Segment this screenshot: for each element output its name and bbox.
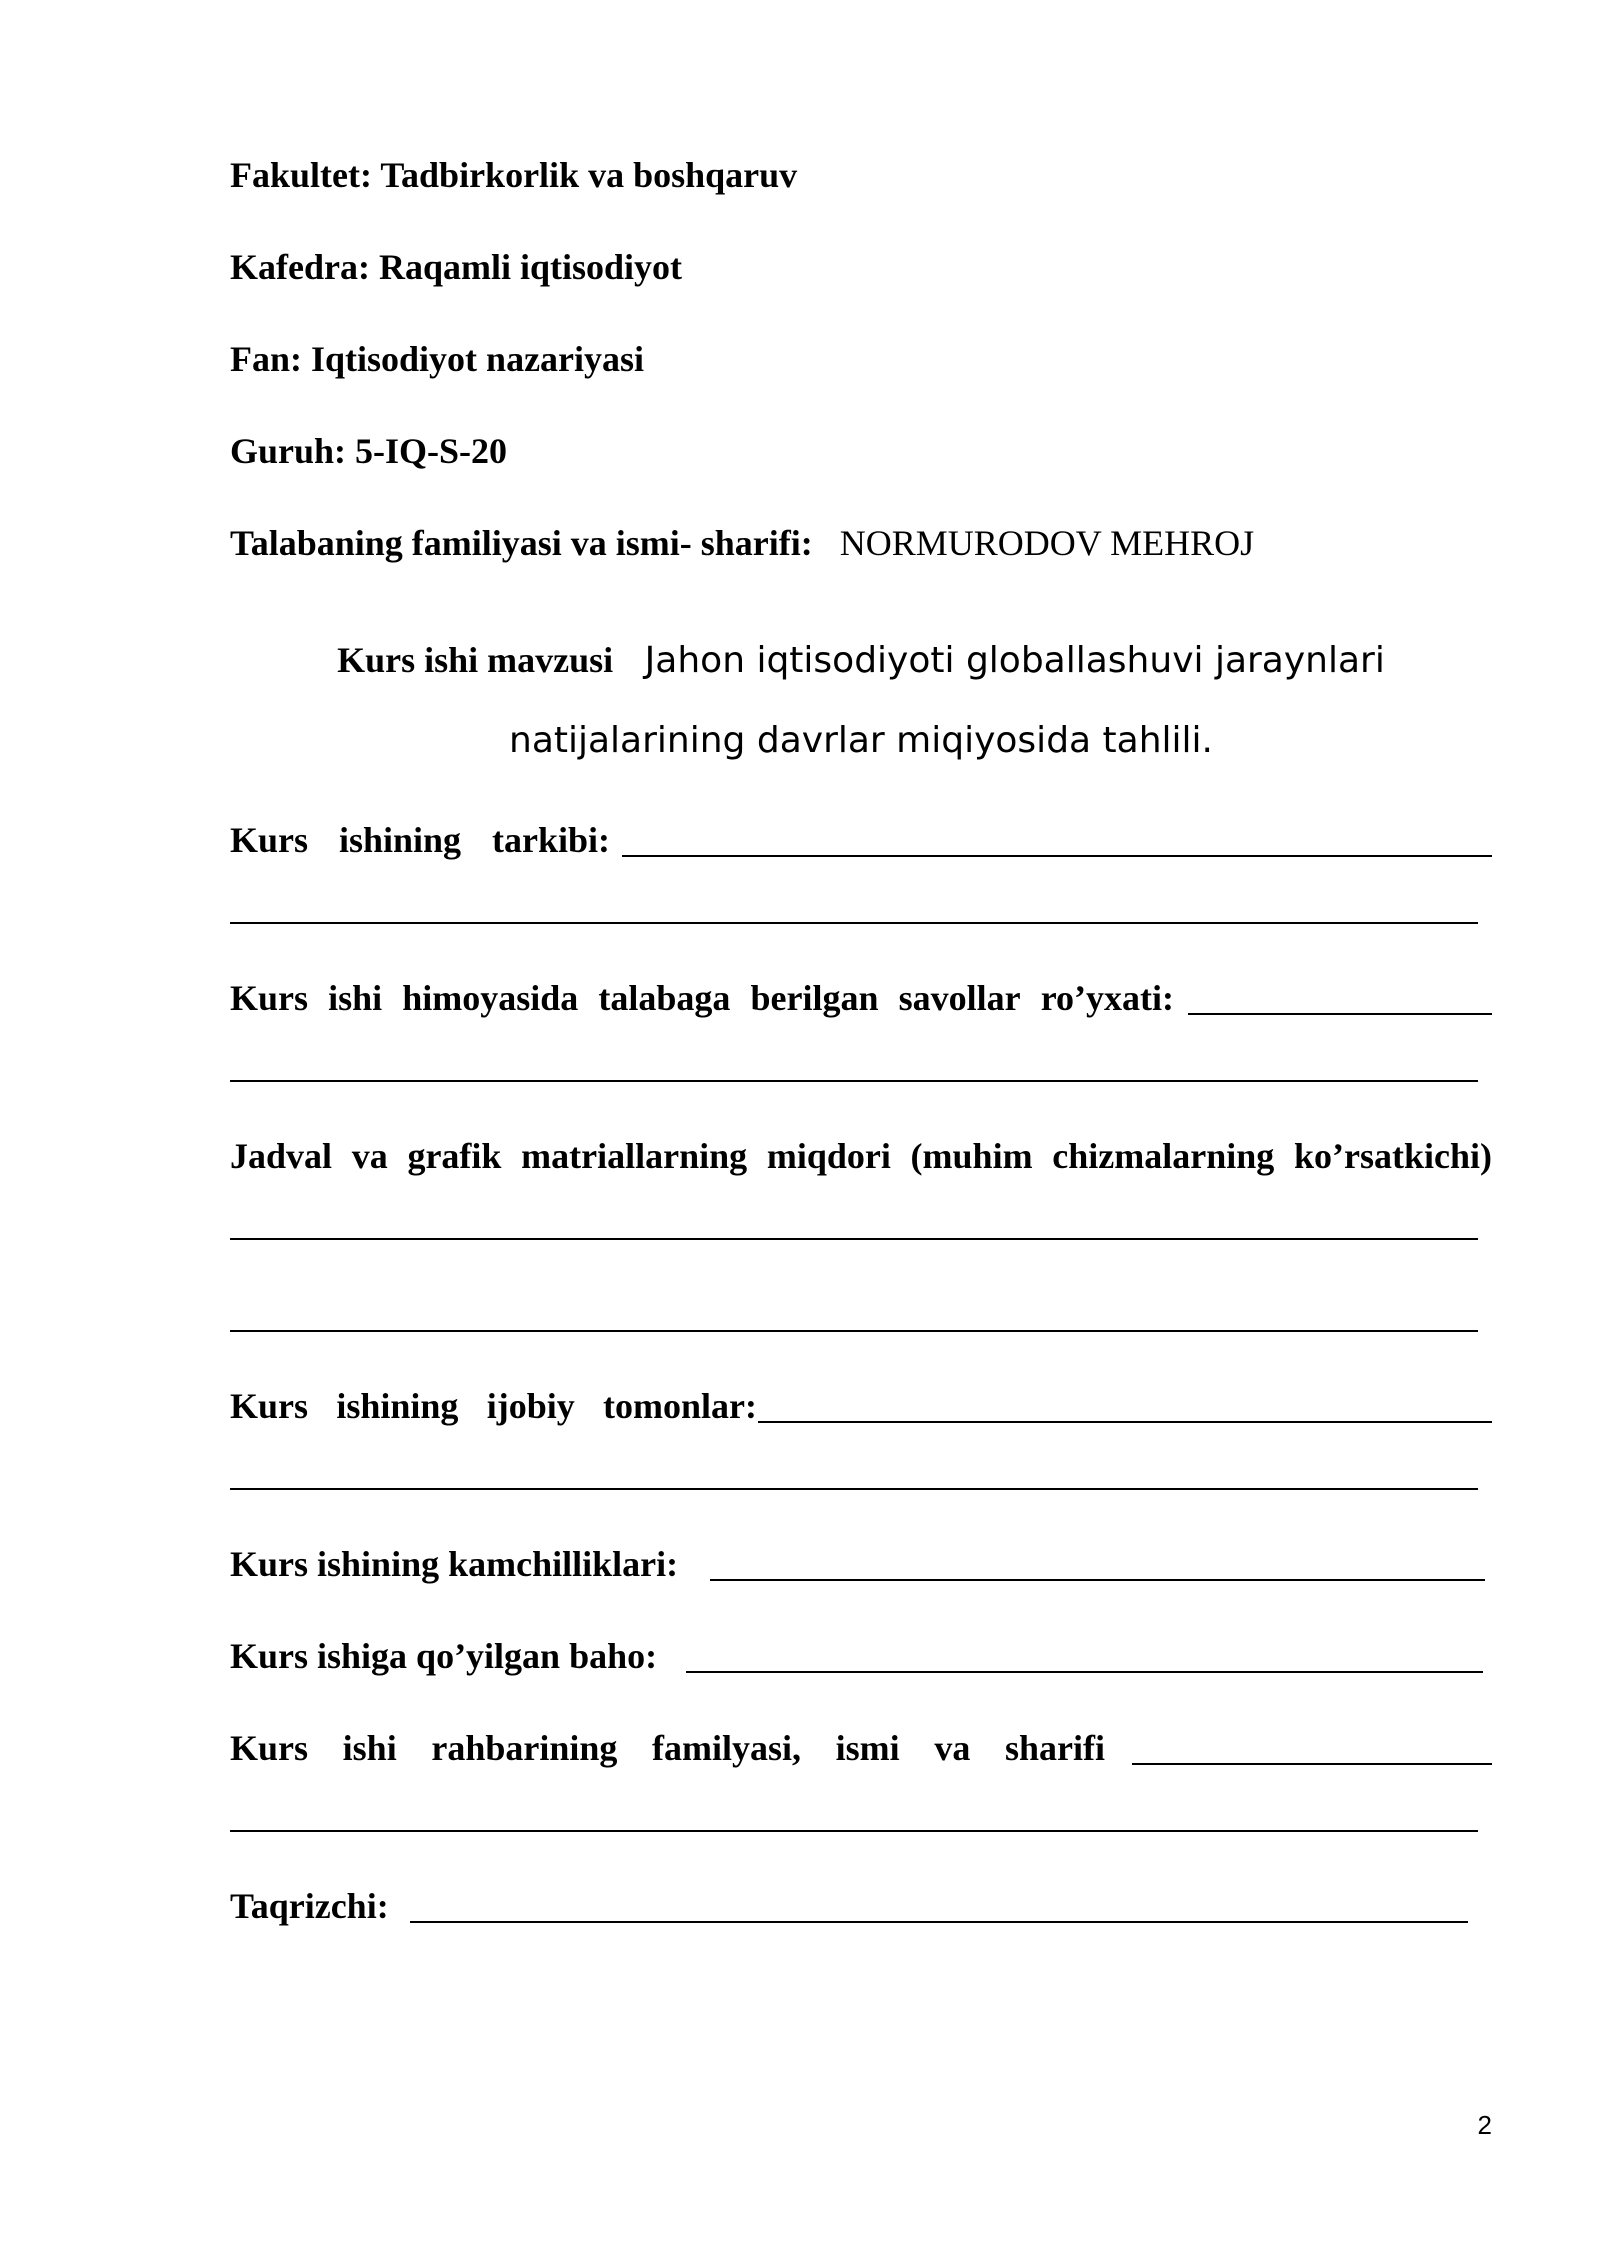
tarkibi-blank[interactable] xyxy=(622,855,1492,857)
tarkibi-label xyxy=(230,822,610,858)
savollar-label xyxy=(230,980,1174,1016)
word: Jadval xyxy=(230,1136,333,1176)
jadval-blank[interactable] xyxy=(230,1238,1478,1240)
word: savollar xyxy=(898,978,1021,1018)
word: familyasi, xyxy=(652,1728,802,1768)
tarkibi-blank-2[interactable] xyxy=(230,922,1478,924)
word: talabaga xyxy=(598,978,731,1018)
rahbar-blank[interactable] xyxy=(1132,1763,1492,1765)
ijobiy-blank-2[interactable] xyxy=(230,1488,1478,1490)
jadval-blank-2[interactable] xyxy=(230,1330,1478,1332)
course-topic-value-line-2: natijalarining davrlar miqiyosida tahlili. xyxy=(509,720,1213,761)
student-name: NORMURODOV MEHROJ xyxy=(839,523,1255,563)
word: berilgan xyxy=(750,978,879,1018)
rahbar-blank-2[interactable] xyxy=(230,1830,1478,1832)
student-label: Talabaning familiyasi va ismi- sharifi: xyxy=(230,523,813,563)
word: ko’rsatkichi) xyxy=(1293,1136,1492,1176)
baho-blank[interactable] xyxy=(686,1671,1483,1673)
savollar-blank-2[interactable] xyxy=(230,1080,1478,1082)
word: chizmalarning xyxy=(1052,1136,1275,1176)
jadval-label xyxy=(230,1138,1492,1174)
kamchilliklari-label: Kurs ishining kamchilliklari: xyxy=(230,1544,679,1584)
word: va xyxy=(351,1136,388,1176)
word: Kurs xyxy=(230,1728,309,1768)
word: ishining xyxy=(338,820,462,860)
fakultet-line: Fakultet: Tadbirkorlik va boshqaruv xyxy=(230,155,798,195)
baho-label: Kurs ishiga qo’yilgan baho: xyxy=(230,1636,658,1676)
page-number: 2 xyxy=(1477,2110,1492,2140)
word: ijobiy xyxy=(486,1386,575,1426)
word: rahbarining xyxy=(431,1728,618,1768)
word: ishi xyxy=(342,1728,397,1768)
word: grafik xyxy=(407,1136,502,1176)
rahbar-label xyxy=(230,1730,1105,1766)
course-topic-label: Kurs ishi mavzusi xyxy=(337,640,614,680)
taqrizchi-label: Taqrizchi: xyxy=(230,1886,389,1926)
word: matriallarning xyxy=(521,1136,748,1176)
course-topic xyxy=(230,620,1492,781)
word: Kurs xyxy=(230,820,309,860)
word: (muhim xyxy=(910,1136,1033,1176)
word: miqdori xyxy=(766,1136,891,1176)
word: sharifi xyxy=(1004,1728,1105,1768)
guruh-line: Guruh: 5-IQ-S-20 xyxy=(230,431,508,471)
word: Kurs xyxy=(230,978,309,1018)
word: tarkibi: xyxy=(491,820,610,860)
taqrizchi-blank[interactable] xyxy=(410,1921,1468,1923)
kafedra-line: Kafedra: Raqamli iqtisodiyot xyxy=(230,247,683,287)
ijobiy-blank[interactable] xyxy=(758,1421,1492,1423)
course-topic-line-1 xyxy=(230,620,1492,701)
word: ishining xyxy=(336,1386,459,1426)
student-line xyxy=(230,525,1254,561)
word: ro’yxati: xyxy=(1040,978,1174,1018)
kamchilliklari-blank[interactable] xyxy=(710,1579,1485,1581)
word: himoyasida xyxy=(402,978,579,1018)
word: va xyxy=(934,1728,971,1768)
savollar-blank[interactable] xyxy=(1188,1013,1492,1015)
course-topic-value-line-1: Jahon iqtisodiyoti globallashuvi jaraynlari xyxy=(644,640,1385,681)
word: tomonlar: xyxy=(603,1386,757,1426)
ijobiy-label xyxy=(230,1388,757,1424)
word: Kurs xyxy=(230,1386,309,1426)
word: ishi xyxy=(328,978,383,1018)
word: ismi xyxy=(835,1728,900,1768)
fan-line: Fan: Iqtisodiyot nazariyasi xyxy=(230,339,645,379)
